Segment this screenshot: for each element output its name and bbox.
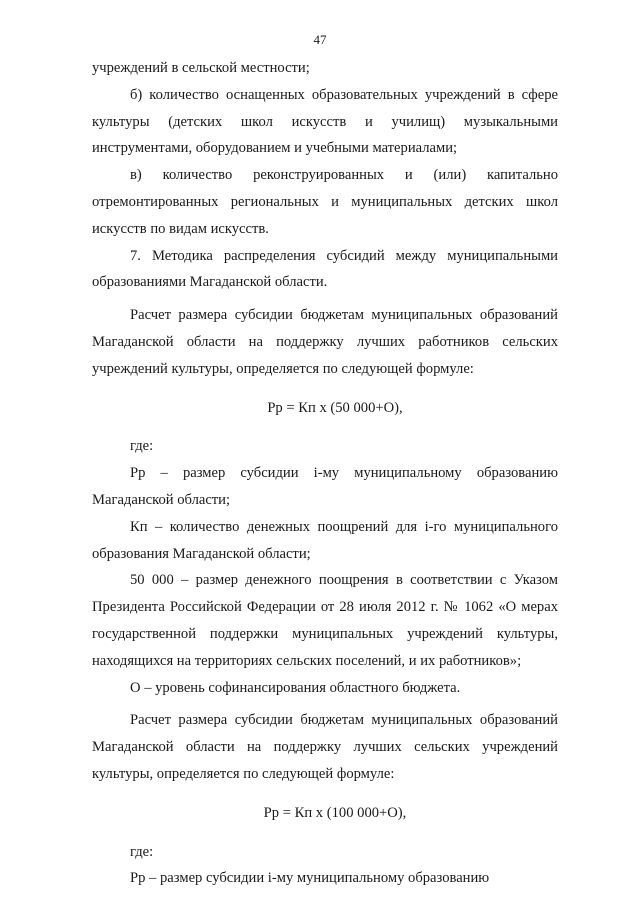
- definition-rr-2: Рр – размер субсидии i-му муниципальному образованию: [130, 870, 490, 887]
- paragraph-item-v: в) количество реконструированных и (или) капитально отремонтированных региональных и муниципальных детских школ искусств по видам искусств.: [92, 167, 558, 237]
- paragraph-continuation: учреждений в сельской местности;: [92, 60, 310, 76]
- section-heading-7: 7. Методика распределения субсидий между муниципальными образованиями Магаданской области.: [92, 247, 558, 291]
- paragraph-calculation-2: Расчет размера субсидии бюджетам муниципальных образований Магаданской области на поддержку лучших сельских учреждений культуры, определяется по следующей формуле:: [92, 712, 558, 782]
- definition-kp: Кп – количество денежных поощрений для i-го муниципального образования Магаданской области;: [92, 518, 558, 562]
- definition-o: О – уровень софинансирования областного бюджета.: [130, 679, 461, 696]
- body-text: [92, 55, 558, 892]
- paragraph-item-b: б) количество оснащенных образовательных учреждений в сфере культуры (детских школ искусств и училищ) музыкальными инструментами, оборудованием и учебными материалами;: [92, 86, 558, 157]
- paragraph-calculation-1: Расчет размера субсидии бюджетам муниципальных образований Магаданской области на поддержку лучших работников сельских учреждений культуры, определяется по следующей формуле:: [92, 307, 558, 377]
- page-number: 47: [313, 32, 327, 47]
- formula-2: Рр = Кп х (100 000+О),: [263, 804, 407, 821]
- where-label-1: где:: [130, 438, 154, 455]
- definition-50000: 50 000 – размер денежного поощрения в соответствии с Указом Президента Российской Федерации от 28 июля 2012 г. № 1062 «О мерах государственной поддержки муниципальных учреждений культуры, находящихся на территориях сельских поселений, и их работников»;: [92, 572, 558, 669]
- where-label-2: где:: [130, 843, 154, 860]
- formula-1: Рр = Кп х (50 000+О),: [267, 399, 403, 416]
- definition-rr-1: Рр – размер субсидии i-му муниципальному образованию Магаданской области;: [92, 465, 558, 508]
